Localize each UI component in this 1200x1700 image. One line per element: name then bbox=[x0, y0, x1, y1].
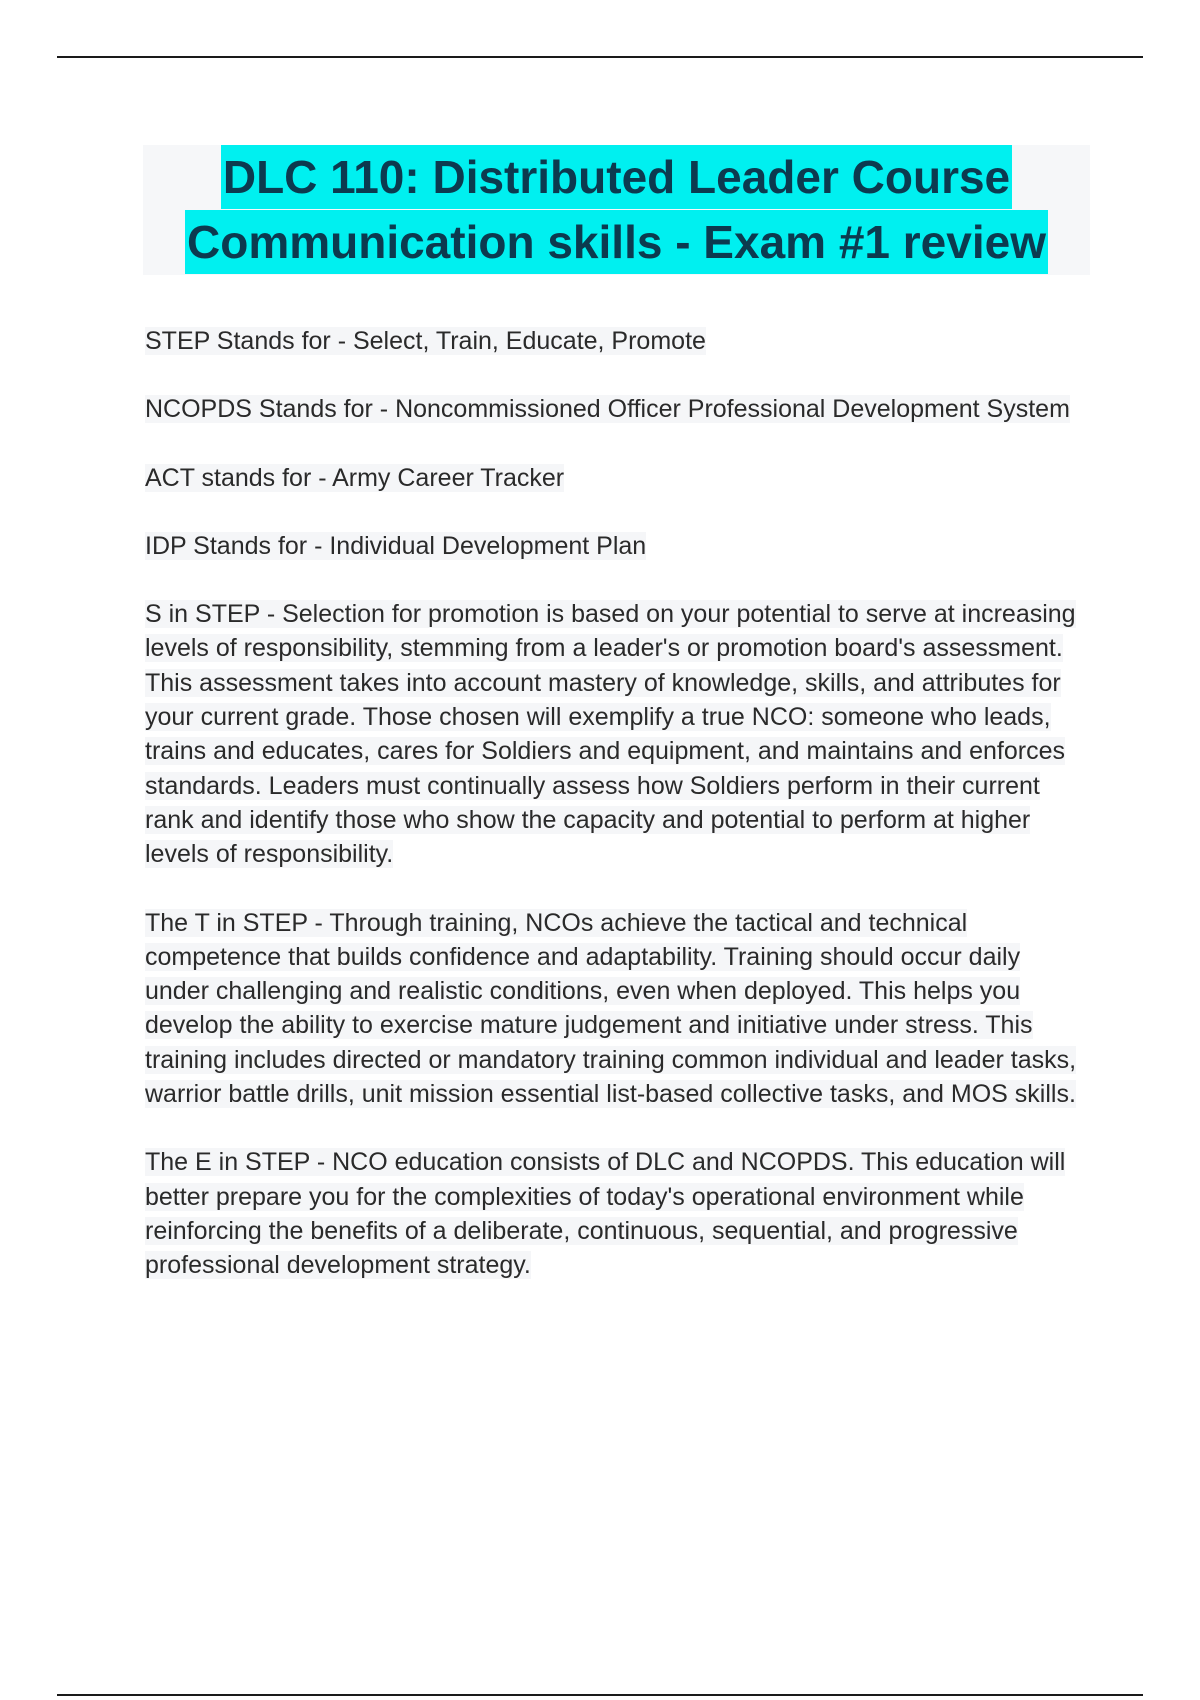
page-title-line-2: Communication skills - Exam #1 review bbox=[185, 210, 1048, 274]
paragraph-text: NCOPDS Stands for - Noncommissioned Officer Professional Development System bbox=[145, 395, 1070, 424]
paragraph-act-definition bbox=[145, 461, 1090, 495]
page-title-line-1: DLC 110: Distributed Leader Course bbox=[221, 145, 1012, 209]
bottom-rule bbox=[57, 1694, 1143, 1696]
paragraph-step-definition bbox=[145, 324, 1090, 358]
paragraph-text: ACT stands for - Army Career Tracker bbox=[145, 463, 565, 492]
top-rule bbox=[57, 56, 1143, 58]
paragraph-text: The E in STEP - NCO education consists of DLC and NCOPDS. This education will better prepare you for the complexities of today's operational environment while reinforcing the benefits of a deliberate, continuous, sequential, and progressive professional development strategy. bbox=[145, 1148, 1066, 1280]
paragraph-t-in-step bbox=[145, 906, 1090, 1112]
title-block bbox=[143, 145, 1090, 275]
paragraph-s-in-step bbox=[145, 597, 1090, 871]
paragraph-text: The T in STEP - Through training, NCOs achieve the tactical and technical competence that builds confidence and adaptability. Training should occur daily under challenging and realistic conditions, even when deployed. This helps you develop the ability to exercise mature judgement and initiative under stress. This training includes directed or mandatory training common individual and leader tasks, warrior battle drills, unit mission essential list-based collective tasks, and MOS skills. bbox=[145, 908, 1077, 1109]
paragraph-e-in-step bbox=[145, 1145, 1090, 1282]
paragraph-text: S in STEP - Selection for promotion is based on your potential to serve at increasing levels of responsibility, stemming from a leader's or promotion board's assessment. This assessment takes into account mastery of knowledge, skills, and attributes for your current grade. Those chosen will exemplify a true NCO: someone who leads, trains and educates, cares for Soldiers and equipment, and maintains and enforces standards. Leaders must continually assess how Soldiers perform in their current rank and identify those who show the capacity and potential to perform at higher levels of responsibility. bbox=[145, 600, 1076, 869]
paragraph-text: IDP Stands for - Individual Development Plan bbox=[145, 531, 647, 560]
paragraph-idp-definition bbox=[145, 529, 1090, 563]
paragraph-text: STEP Stands for - Select, Train, Educate, Promote bbox=[145, 327, 706, 355]
paragraph-ncopds-definition bbox=[145, 392, 1090, 426]
document-body bbox=[145, 324, 1090, 1317]
